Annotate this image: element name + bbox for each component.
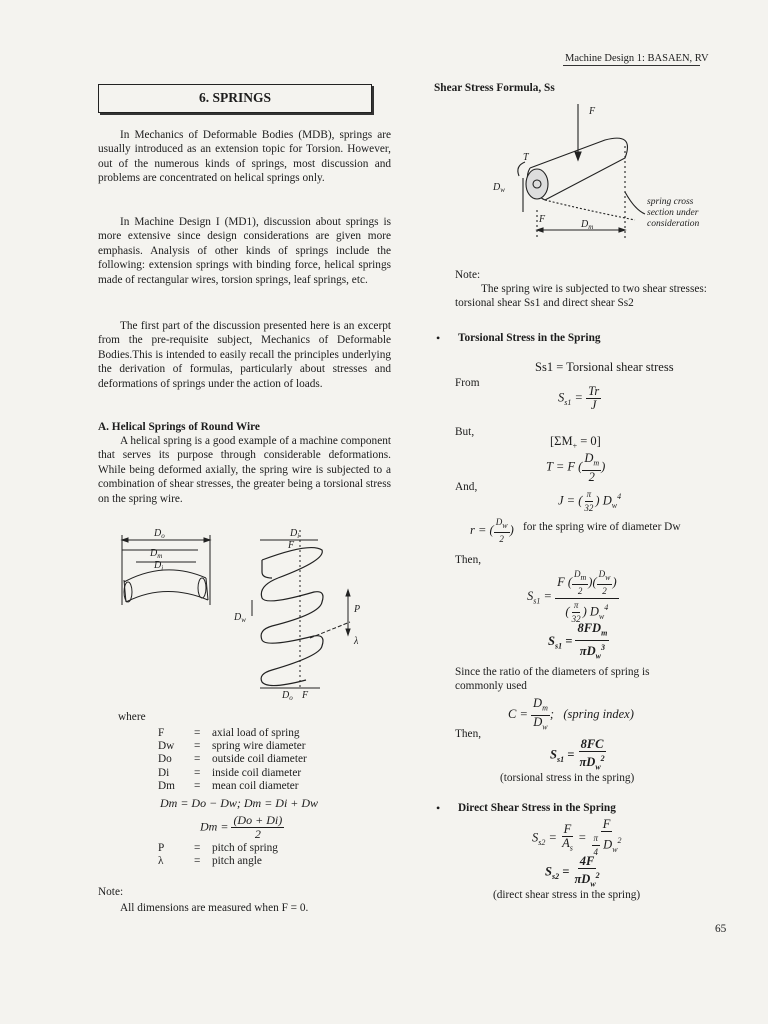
right-note-label: Note: — [455, 269, 481, 281]
definition-list-2: P = pitch of spring λ = pitch angle — [158, 842, 278, 868]
bullet-icon: • — [436, 801, 441, 815]
eq-torque: T = F ( $\frac{D_m}{2}$ ) — [546, 451, 606, 484]
section-a-body: A helical spring is a good example of a machine component that serves its purpose through considerable deformations. While being deformed axially, the spring wire is subjected to a combination of shear stresses, the greater being a torsional stress on the spring wire. — [98, 435, 391, 505]
svg-text:section under: section under — [647, 208, 699, 218]
svg-text:Dm: $D_m$ — [150, 548, 163, 560]
eq-ss2-result: $S_{s2}$ = $\frac{4F}{\pi D_w^2}$ — [545, 854, 600, 889]
page-number: 65 — [715, 923, 727, 935]
helical-spring-figure — [110, 520, 380, 700]
eq-ss2-area: $S_{s2}$ = $\frac{F}{A_s}$ = F $\frac{\pi}{4}$ $D_w^2$ — [532, 817, 622, 857]
right-note-text: The spring wire is subjected to two shear stresses: torsional shear Ss1 and direct shear Ss2 — [455, 283, 707, 310]
eq-sum-moments: $[\Sigma M_+ = 0]$ — [550, 434, 601, 451]
eq-ss1-result: $S_{s1}$ = $\frac{8FD_m}{\pi D_w^3}$ — [548, 621, 608, 661]
where-label: where — [118, 711, 146, 723]
def-row: Di = inside coil diameter — [158, 766, 302, 779]
svg-text:F: F — [539, 214, 546, 225]
intro-paragraph-1: In Mechanics of Deformable Bodies (MDB), springs are usually introduced as an extension topic for Torsion. However, out of the numerous kinds of springs, most discussion and problems are concentrated on helical springs only. — [98, 129, 391, 185]
left-note-text: All dimensions are measured when F = 0. — [120, 902, 309, 914]
but-label: But, — [455, 426, 475, 438]
running-header: Machine Design 1: BASAEN, RV — [565, 53, 709, 64]
and-label: And, — [455, 481, 478, 493]
section-title: 6. SPRINGS — [98, 84, 372, 113]
eq-radius: r = ( $\frac{D_w}{2}$ ) — [470, 517, 514, 544]
direct-heading: Direct Shear Stress in the Spring — [458, 802, 616, 814]
bullet-icon: • — [436, 331, 441, 345]
svg-text:λ: λ — [354, 636, 359, 647]
eq-spring-index: C = $\frac{D_m}{D_w}$ ; (spring index) — [508, 696, 634, 731]
radius-text: for the spring wire of diameter Dw — [523, 521, 681, 533]
torsional-caption: (torsional stress in the spring) — [500, 772, 635, 784]
svg-text:P: P — [354, 604, 361, 615]
intro-paragraph-2: In Machine Design I (MD1), discussion about springs is more extensive since design considerations are given more emphasis. Analysis of other kinds of springs include the following: extension springs with binding force, helical springs made of rectangular wires, torsion springs, leaf springs, etc. — [98, 216, 391, 286]
from-label: From — [455, 377, 480, 389]
direct-caption: (direct shear stress in the spring) — [493, 889, 641, 901]
intro-paragraph-3: The first part of the discussion presented here is an excerpt from the pre-requisite subject, Mechanics of Deformable Bodies.This is intended to easily recall the principles underlying the derivation of formulas, particularly about stresses and deformations of springs under the action of loads. — [98, 320, 391, 390]
svg-text:Dm: $D_m$ — [581, 219, 594, 231]
eq-ss1-index: $S_{s1}$ = $\frac{8FC}{\pi D_w^2}$ — [550, 737, 605, 772]
svg-text:Dw: $D_w$ — [493, 182, 505, 194]
def-row: Do = outside coil diameter — [158, 753, 307, 766]
def-row: Dm = mean coil diameter — [158, 779, 299, 792]
svg-text:T: T — [523, 152, 529, 163]
then-label: Then, — [455, 554, 482, 566]
label-do: $D_o$ — [154, 528, 165, 540]
relation-2: Dm = $\frac{(Do + Di)}{2}$ — [200, 813, 283, 841]
header-rule — [563, 65, 700, 66]
left-note-label: Note: — [98, 886, 124, 898]
svg-text:F: F — [288, 540, 295, 551]
def-row: F = axial load of spring — [158, 727, 300, 739]
svg-text:Di: $D_i$ — [290, 528, 300, 540]
torsional-heading: Torsional Stress in the Spring — [458, 332, 601, 344]
svg-text:Dw: $D_w$ — [234, 612, 246, 624]
then2-label: Then, — [455, 728, 482, 740]
svg-text:consideration: consideration — [647, 219, 700, 229]
svg-text:spring cross: spring cross — [647, 197, 694, 207]
relation-1: Dm = Do − Dw; Dm = Di + Dw — [160, 796, 319, 810]
section-a-heading: A. Helical Springs of Round Wire — [98, 421, 260, 433]
svg-text:Do: $D_o$ — [282, 690, 293, 700]
ss1-definition: Ss1 = Torsional shear stress — [535, 360, 674, 374]
svg-text:Di: $D_i$ — [154, 560, 164, 572]
svg-text:F: F — [302, 690, 309, 700]
def-row: Dw = spring wire diameter — [158, 740, 306, 753]
shear-figure — [485, 100, 715, 250]
eq-ss1-tr-j: $S_{s1}$ = $\frac{Tr}{J}$ — [558, 384, 600, 412]
shear-heading: Shear Stress Formula, Ss — [434, 82, 555, 94]
svg-text:F: F — [589, 106, 596, 117]
ratio-text: Since the ratio of the diameters of spring is commonly used — [455, 666, 650, 693]
definition-list — [158, 727, 311, 793]
eq-ss1-expanded: $S_{s1}$ = F ( $\frac{D_m}{2}$ )( $\frac{D_w}{2}$ ) ( $\frac{\pi}{32}$ ) $D_w^4$ — [527, 569, 617, 624]
eq-polar-moment: J = ( $\frac{\pi}{32}$ ) $D_w^4$ — [558, 489, 622, 513]
